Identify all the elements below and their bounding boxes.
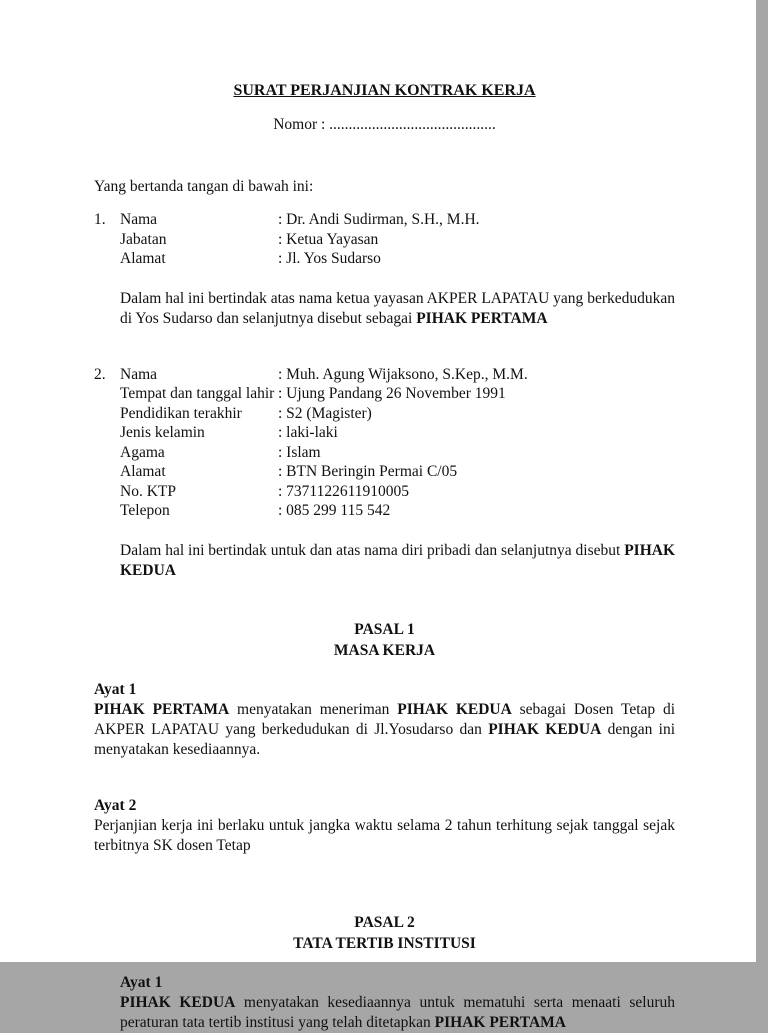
document-number-line: Nomor : ........................................... bbox=[273, 116, 496, 133]
list-number-spacer bbox=[94, 404, 120, 424]
pasal-2-ayat-1-paragraph: PIHAK KEDUA menyatakan kesediaannya untuk mematuhi serta menaati seluruh peraturan tata tertib institusi yang telah ditetapkan PIHAK PERTAMA bbox=[120, 993, 675, 1031]
intro-line: Yang bertanda tangan di bawah ini: bbox=[94, 178, 314, 195]
field-value: : Islam bbox=[278, 443, 321, 461]
field-label: Nama bbox=[120, 211, 158, 228]
field-row bbox=[94, 230, 675, 250]
field-value: : Ujung Pandang 26 November 1991 bbox=[278, 385, 506, 402]
list-number-spacer bbox=[94, 249, 120, 269]
field-value: : Ketua Yayasan bbox=[278, 230, 379, 248]
field-value: : Jl. Yos Sudarso bbox=[278, 250, 381, 267]
field-label: Telepon bbox=[120, 502, 170, 519]
list-number-spacer bbox=[94, 482, 120, 502]
field-label: Nama bbox=[120, 365, 158, 383]
party-1-section bbox=[94, 210, 675, 329]
field-value: : 085 299 115 542 bbox=[278, 502, 391, 519]
field-label: No. KTP bbox=[120, 482, 176, 500]
party-2-section bbox=[94, 365, 675, 581]
list-number-spacer bbox=[94, 462, 120, 482]
field-row bbox=[94, 501, 675, 521]
field-label: Agama bbox=[120, 443, 165, 461]
pasal-1-ayat-1-label: Ayat 1 bbox=[94, 680, 137, 698]
list-number-spacer bbox=[94, 384, 120, 404]
field-row bbox=[94, 210, 675, 230]
field-label: Alamat bbox=[120, 250, 166, 267]
field-value: : BTN Beringin Permai C/05 bbox=[278, 463, 458, 480]
pasal-1-heading bbox=[94, 619, 675, 661]
field-value: : laki-laki bbox=[278, 424, 338, 441]
list-number-spacer bbox=[94, 423, 120, 443]
pasal-1-title: PASAL 1 bbox=[354, 620, 415, 638]
list-number-spacer bbox=[94, 230, 120, 250]
list-number: 2. bbox=[94, 365, 106, 383]
field-row bbox=[94, 404, 675, 424]
party-1-statement: Dalam hal ini bertindak atas nama ketua yayasan AKPER LAPATAU yang berkedudukan di Yos Sudarso dan selanjutnya disebut sebagai PIHAK PERTAMA bbox=[120, 289, 675, 327]
party-2-statement: Dalam hal ini bertindak untuk dan atas nama diri pribadi dan selanjutnya disebut PIHAK KEDUA bbox=[120, 541, 675, 579]
pasal-1-ayat-2-label: Ayat 2 bbox=[94, 796, 137, 814]
list-number-spacer bbox=[94, 501, 120, 521]
field-row bbox=[94, 462, 675, 482]
field-label: Jenis kelamin bbox=[120, 424, 205, 441]
pasal-1-ayat-2-paragraph: Perjanjian kerja ini berlaku untuk jangka waktu selama 2 tahun terhitung sejak tanggal sejak terbitnya SK dosen Tetap bbox=[94, 816, 675, 854]
pasal-2-subtitle: TATA TERTIB INSTITUSI bbox=[293, 934, 476, 952]
document-title: SURAT PERJANJIAN KONTRAK KERJA bbox=[233, 82, 536, 99]
field-row bbox=[94, 384, 675, 404]
field-row bbox=[94, 482, 675, 502]
field-row bbox=[94, 443, 675, 463]
field-row bbox=[94, 365, 675, 385]
pasal-2-title: PASAL 2 bbox=[354, 913, 415, 931]
field-label: Tempat dan tanggal lahir bbox=[120, 385, 275, 402]
pasal-1-subtitle: MASA KERJA bbox=[333, 641, 436, 659]
field-row bbox=[94, 249, 675, 269]
field-value: : S2 (Magister) bbox=[278, 404, 372, 422]
pasal-2-heading bbox=[94, 912, 675, 954]
field-row bbox=[94, 423, 675, 443]
list-number: 1. bbox=[94, 211, 106, 228]
field-label: Alamat bbox=[120, 463, 166, 480]
field-value: : Dr. Andi Sudirman, S.H., M.H. bbox=[278, 211, 480, 228]
pasal-1-ayat-1-paragraph: PIHAK PERTAMA menyatakan meneriman PIHAK KEDUA sebagai Dosen Tetap di AKPER LAPATAU yang berkedudukan di Jl.Yosudarso dan PIHAK KEDUA dengan ini menyatakan kesediaannya. bbox=[94, 700, 676, 758]
pasal-2-ayat-1-label: Ayat 1 bbox=[120, 973, 163, 991]
field-label: Pendidikan terakhir bbox=[120, 404, 242, 422]
field-label: Jabatan bbox=[120, 230, 167, 248]
field-value: : Muh. Agung Wijaksono, S.Kep., M.M. bbox=[278, 365, 528, 383]
field-value: : 7371122611910005 bbox=[278, 482, 410, 500]
list-number-spacer bbox=[94, 443, 120, 463]
